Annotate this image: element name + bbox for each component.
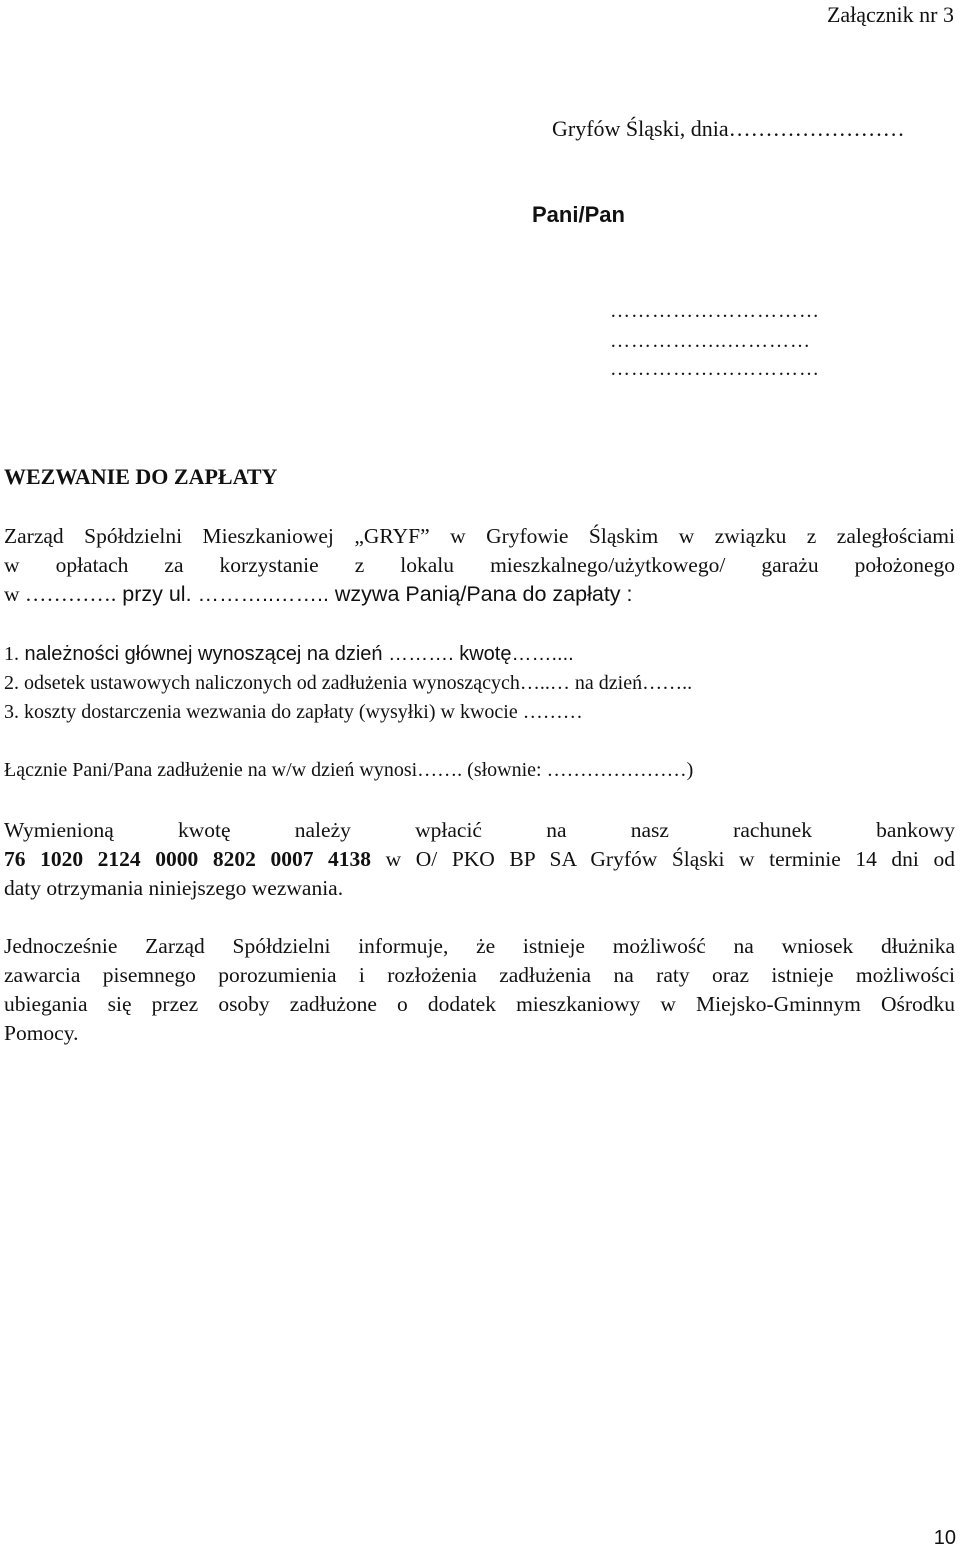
payment-line-2-rest: w O/ PKO BP SA Gryfów Śląski w terminie 14 dni od bbox=[371, 847, 955, 871]
bank-account-number: 76 1020 2124 0000 8202 0007 4138 bbox=[4, 847, 372, 871]
addressee-dots-line-1: ………………………… bbox=[610, 300, 820, 322]
annex-label: Załącznik nr 3 bbox=[826, 2, 954, 27]
info-paragraph bbox=[4, 932, 955, 1048]
item-1-number: 1. bbox=[4, 643, 19, 665]
info-line-2: zawarcia pisemnego porozumienia i rozłożenia zadłużenia na raty oraz istnieje możliwości bbox=[4, 963, 955, 987]
intro-paragraph bbox=[4, 522, 955, 609]
item-1-text: należności głównej wynoszącej na dzień ………. kwotę…….... bbox=[19, 643, 574, 665]
intro-line-3-end: wzywa Panią/Pana do zapłaty : bbox=[328, 582, 633, 606]
intro-line-3-street: przy ul. ………..…….. bbox=[116, 582, 329, 606]
item-2: 2. odsetek ustawowych naliczonych od zadłużenia wynoszących…..… na dzień…….. bbox=[4, 672, 693, 694]
payment-line-1: Wymienioną kwotę należy wpłacić na nasz rachunek bankowy bbox=[4, 818, 955, 842]
item-3: 3. koszty dostarczenia wezwania do zapłaty (wysyłki) w kwocie ……… bbox=[4, 701, 583, 723]
document-title: WEZWANIE DO ZAPŁATY bbox=[4, 464, 278, 489]
info-line-1: Jednocześnie Zarząd Spółdzielni informuje, że istnieje możliwość na wniosek dłużnika bbox=[4, 934, 955, 958]
payment-paragraph bbox=[4, 816, 955, 903]
intro-line-1: Zarząd Spółdzielni Mieszkaniowej „GRYF” w Gryfowie Śląskim w związku z zaległościami bbox=[4, 524, 955, 548]
payment-line-2 bbox=[4, 845, 955, 874]
page-number: 10 bbox=[933, 1527, 956, 1549]
intro-line-2: w opłatach za korzystanie z lokalu mieszkalnego/użytkowego/ garażu położonego bbox=[4, 553, 955, 577]
addressee-salutation: Pani/Pan bbox=[532, 202, 625, 227]
payment-line-3: daty otrzymania niniejszego wezwania. bbox=[4, 876, 344, 900]
info-line-4: Pomocy. bbox=[4, 1021, 79, 1045]
addressee-dots-line-2: ……………..………… bbox=[610, 330, 811, 352]
place-date: Gryfów Śląski, dnia…………………… bbox=[552, 116, 905, 141]
total-debt-line: Łącznie Pani/Pana zadłużenie na w/w dzień wynosi……. (słownie: …………………) bbox=[4, 759, 694, 781]
addressee-dots-line-3: ………………………… bbox=[610, 358, 820, 380]
intro-line-3 bbox=[4, 580, 955, 609]
item-1 bbox=[4, 643, 574, 666]
info-line-3: ubiegania się przez osoby zadłużone o dodatek mieszkaniowy w Miejsko-Gminnym Ośrodku bbox=[4, 992, 955, 1016]
intro-line-3-start: w …………. bbox=[4, 582, 117, 606]
